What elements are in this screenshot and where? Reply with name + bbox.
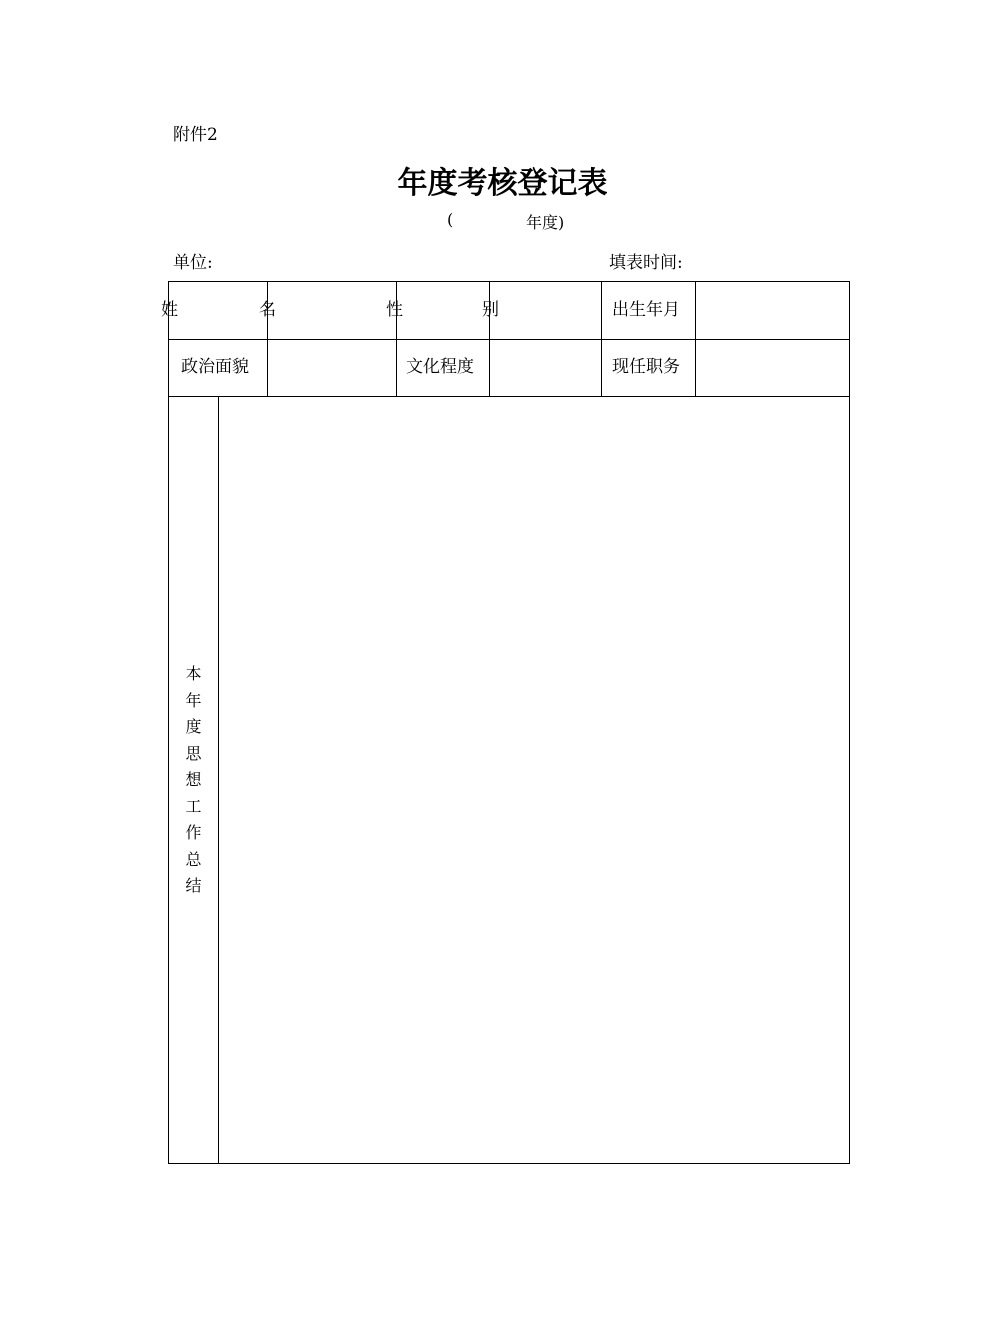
education-input-cell[interactable] — [490, 340, 601, 396]
year-open-paren: ( — [447, 210, 454, 229]
fill-date-label: 填表时间: — [609, 253, 683, 273]
summary-char: 想 — [185, 770, 202, 789]
registration-table — [161, 281, 850, 1164]
gender-right-clip — [397, 282, 499, 339]
col-divider-4 — [601, 282, 602, 396]
name-label-left: 姓 — [161, 300, 178, 320]
gender-input-cell[interactable] — [490, 282, 601, 339]
name-label-cell — [161, 282, 276, 339]
year-label: 年度) — [526, 213, 565, 232]
summary-char: 度 — [185, 717, 202, 736]
political-status-input-cell[interactable] — [268, 340, 396, 396]
political-status-label: 政治面貌 — [181, 357, 249, 377]
summary-char: 作 — [185, 823, 202, 842]
gender-left-clip — [268, 282, 403, 339]
summary-char: 工 — [185, 796, 202, 816]
education-label: 文化程度 — [406, 357, 474, 377]
position-label: 现任职务 — [612, 357, 680, 377]
summary-char: 年 — [185, 690, 202, 710]
summary-input-area[interactable] — [219, 397, 849, 1163]
summary-label — [169, 661, 218, 900]
position-input-cell[interactable] — [696, 340, 849, 396]
gender-label-right: 别 — [482, 300, 499, 320]
summary-char: 思 — [185, 743, 202, 763]
birth-label: 出生年月 — [612, 300, 680, 320]
summary-char: 总 — [185, 849, 202, 869]
gender-label-left: 性 — [386, 300, 403, 320]
summary-char: 结 — [185, 876, 202, 895]
unit-label: 单位: — [173, 253, 213, 273]
summary-char: 本 — [185, 664, 202, 683]
birth-input-cell[interactable] — [696, 282, 849, 339]
attachment-label: 附件2 — [173, 125, 218, 145]
name-label-right: 名 — [259, 300, 276, 320]
form-title: 年度考核登记表 — [397, 166, 608, 201]
